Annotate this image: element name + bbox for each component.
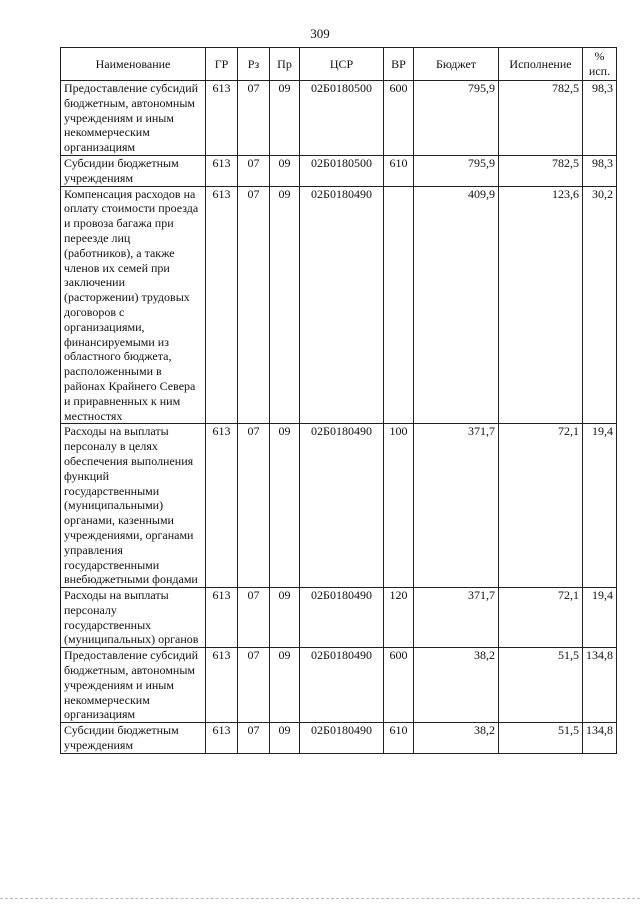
row-budget: 371,7 [414, 588, 499, 648]
row-budget: 795,9 [414, 155, 499, 186]
row-vr: 600 [384, 648, 414, 723]
row-execution: 51,5 [499, 648, 583, 723]
row-percent: 19,4 [583, 424, 617, 588]
page-footer-divider [0, 898, 640, 899]
row-gr: 613 [206, 155, 238, 186]
row-gr: 613 [206, 648, 238, 723]
row-execution: 72,1 [499, 424, 583, 588]
row-budget: 38,2 [414, 648, 499, 723]
row-execution: 72,1 [499, 588, 583, 648]
row-pr: 09 [270, 81, 300, 156]
header-vr: ВР [384, 48, 414, 81]
row-percent: 98,3 [583, 155, 617, 186]
budget-table [60, 47, 617, 754]
row-pr: 09 [270, 648, 300, 723]
row-percent: 98,3 [583, 81, 617, 156]
row-rz: 07 [238, 588, 270, 648]
row-name: Расходы на выплаты персоналу государственных (муниципальных) органов [61, 588, 206, 648]
row-execution: 123,6 [499, 186, 583, 424]
row-csr: 02Б0180490 [300, 588, 384, 648]
row-budget: 38,2 [414, 723, 499, 754]
table-row [61, 155, 617, 186]
row-vr: 120 [384, 588, 414, 648]
row-csr: 02Б0180490 [300, 424, 384, 588]
row-pr: 09 [270, 186, 300, 424]
row-name: Расходы на выплаты персоналу в целях обеспечения выполнения функций государственными (муниципальными) органами, казенными учреждениями, органами управления государственными внебюджетными фондами [61, 424, 206, 588]
row-execution: 782,5 [499, 155, 583, 186]
row-pr: 09 [270, 723, 300, 754]
header-budget: Бюджет [414, 48, 499, 81]
table-row [61, 424, 617, 588]
header-execution: Исполнение [499, 48, 583, 81]
row-rz: 07 [238, 155, 270, 186]
row-name: Субсидии бюджетным учреждениям [61, 723, 206, 754]
row-gr: 613 [206, 81, 238, 156]
row-gr: 613 [206, 723, 238, 754]
table-row [61, 588, 617, 648]
row-percent: 134,8 [583, 648, 617, 723]
row-pr: 09 [270, 155, 300, 186]
row-rz: 07 [238, 723, 270, 754]
row-budget: 409,9 [414, 186, 499, 424]
row-rz: 07 [238, 186, 270, 424]
row-percent: 134,8 [583, 723, 617, 754]
table-row [61, 186, 617, 424]
row-budget: 371,7 [414, 424, 499, 588]
header-name: Наименование [61, 48, 206, 81]
row-pr: 09 [270, 588, 300, 648]
row-csr: 02Б0180490 [300, 723, 384, 754]
row-csr: 02Б0180500 [300, 155, 384, 186]
header-percent: % исп. [583, 48, 617, 81]
row-name: Предоставление субсидий бюджетным, автономным учреждениям и иным некоммерческим организациям [61, 81, 206, 156]
row-vr [384, 186, 414, 424]
row-name: Компенсация расходов на оплату стоимости проезда и провоза багажа при переезде лиц (работников), а также членов их семей при заключении (расторжении) трудовых договоров с организациями, финансируемыми из областного бюджета, расположенными в районах Крайнего Севера и приравненных к ним местностях [61, 186, 206, 424]
row-percent: 19,4 [583, 588, 617, 648]
row-rz: 07 [238, 81, 270, 156]
row-pr: 09 [270, 424, 300, 588]
row-execution: 51,5 [499, 723, 583, 754]
row-csr: 02Б0180490 [300, 186, 384, 424]
row-execution: 782,5 [499, 81, 583, 156]
table-row [61, 648, 617, 723]
row-gr: 613 [206, 186, 238, 424]
header-row [61, 48, 617, 81]
row-csr: 02Б0180490 [300, 648, 384, 723]
row-name: Субсидии бюджетным учреждениям [61, 155, 206, 186]
page-number: 309 [310, 26, 330, 41]
row-budget: 795,9 [414, 81, 499, 156]
row-rz: 07 [238, 424, 270, 588]
row-csr: 02Б0180500 [300, 81, 384, 156]
table-row [61, 81, 617, 156]
row-vr: 100 [384, 424, 414, 588]
header-pr: Пр [270, 48, 300, 81]
row-vr: 610 [384, 723, 414, 754]
header-gr: ГР [206, 48, 238, 81]
header-rz: Рз [238, 48, 270, 81]
table-row [61, 723, 617, 754]
row-percent: 30,2 [583, 186, 617, 424]
row-rz: 07 [238, 648, 270, 723]
row-name: Предоставление субсидий бюджетным, автономным учреждениям и иным некоммерческим организациям [61, 648, 206, 723]
row-gr: 613 [206, 588, 238, 648]
row-gr: 613 [206, 424, 238, 588]
header-csr: ЦСР [300, 48, 384, 81]
row-vr: 600 [384, 81, 414, 156]
row-vr: 610 [384, 155, 414, 186]
